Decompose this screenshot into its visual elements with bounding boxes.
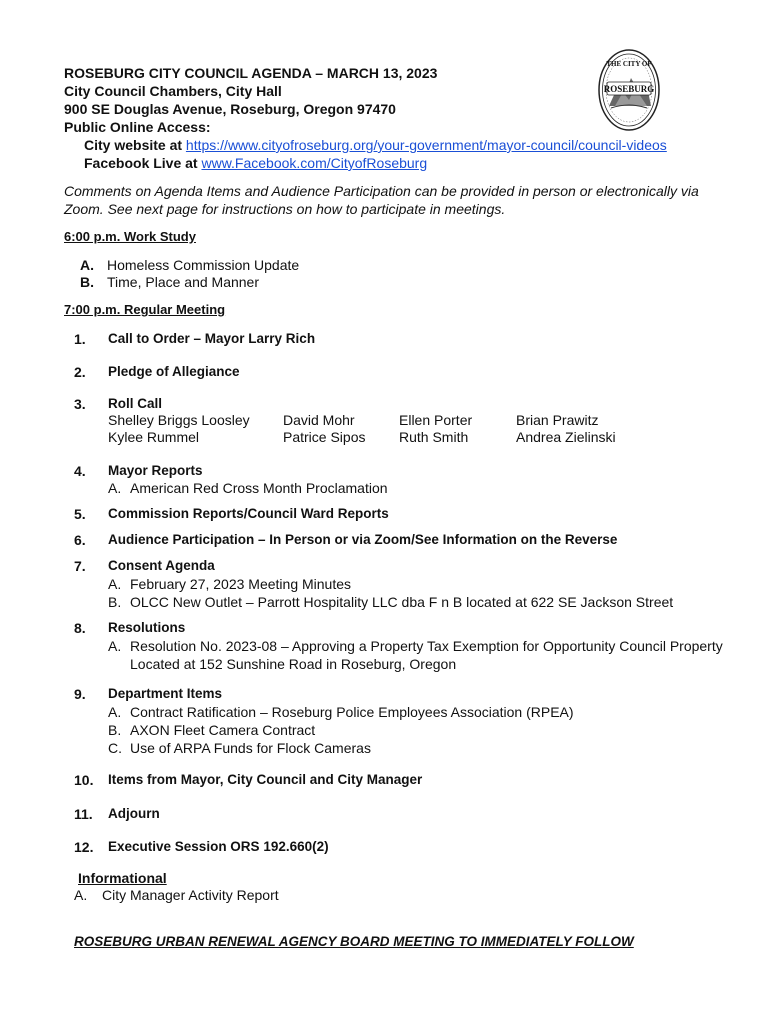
item-title: Items from Mayor, City Council and City Manager (108, 772, 423, 787)
item-title: Executive Session ORS 192.660(2) (108, 839, 329, 854)
item-number: 3. (74, 396, 86, 412)
work-study-heading: 6:00 p.m. Work Study (64, 229, 196, 244)
item-title: Department Items (108, 686, 223, 701)
item-title: Adjourn (108, 806, 160, 821)
item-number: 5. (74, 506, 86, 522)
seal-top-text: THE CITY OF (606, 60, 652, 68)
list-item (108, 739, 574, 757)
item-title: Audience Participation – In Person or via Zoom/See Information on the Reverse (108, 532, 618, 547)
address-line: 900 SE Douglas Avenue, Roseburg, Oregon 97470 (64, 101, 396, 117)
item-number: 1. (74, 331, 86, 347)
item-letter: A. (108, 704, 122, 720)
council-member: Ruth Smith (399, 429, 469, 445)
roll-call-column (516, 412, 616, 446)
consent-agenda-list (108, 575, 673, 611)
seal-name-text: ROSEBURG (603, 84, 655, 94)
council-member: Ellen Porter (399, 412, 473, 428)
item-text: American Red Cross Month Proclamation (130, 480, 388, 496)
urban-renewal-footer: ROSEBURG URBAN RENEWAL AGENCY BOARD MEETING TO IMMEDIATELY FOLLOW (74, 934, 634, 949)
item-letter: A. (108, 638, 122, 654)
website-label: City website at (84, 137, 186, 153)
item-text: Homeless Commission Update (107, 257, 300, 273)
item-number: 9. (74, 686, 86, 702)
item-title: Mayor Reports (108, 463, 203, 478)
item-letter: B. (108, 722, 122, 738)
department-items-list (108, 703, 574, 757)
list-item (108, 575, 673, 593)
agenda-title: ROSEBURG CITY COUNCIL AGENDA – MARCH 13, 2023 (64, 65, 438, 81)
item-text: Contract Ratification – Roseburg Police Employees Association (RPEA) (130, 704, 574, 720)
item-title: Resolutions (108, 620, 186, 635)
roll-call-column (108, 412, 250, 446)
council-member: Patrice Sipos (283, 429, 366, 445)
council-member: Andrea Zielinski (516, 429, 616, 445)
item-text: February 27, 2023 Meeting Minutes (130, 576, 352, 592)
item-letter: B. (80, 274, 94, 290)
facebook-line (64, 154, 667, 172)
item-letter: C. (108, 740, 122, 756)
item-number: 6. (74, 532, 86, 548)
participation-note: Comments on Agenda Items and Audience Participation can be provided in person or electronically via Zoom. See next page for instructions on how to participate in meetings. (64, 183, 699, 217)
item-title: Roll Call (108, 396, 163, 411)
item-number: 2. (74, 364, 86, 380)
item-number: 4. (74, 463, 86, 479)
website-line (64, 136, 667, 154)
item-letter: A. (108, 576, 122, 592)
informational-section (74, 870, 279, 904)
item-text: Time, Place and Manner (107, 274, 259, 290)
facebook-link[interactable]: www.Facebook.com/CityofRoseburg (201, 155, 428, 171)
council-member: Shelley Briggs Loosley (108, 412, 250, 428)
item-title: Pledge of Allegiance (108, 364, 240, 379)
agenda-header (64, 64, 667, 172)
mayor-reports-list (108, 479, 388, 497)
item-number: 8. (74, 620, 86, 636)
regular-meeting-heading: 7:00 p.m. Regular Meeting (64, 302, 226, 317)
item-number: 10. (74, 772, 94, 788)
item-number: 12. (74, 839, 94, 855)
item-title: Consent Agenda (108, 558, 215, 573)
item-text: OLCC New Outlet – Parrott Hospitality LLC dba F n B located at 622 SE Jackson Street (130, 594, 674, 610)
list-item (108, 479, 388, 497)
item-letter: A. (74, 887, 88, 903)
list-item (108, 703, 574, 721)
item-title: Commission Reports/Council Ward Reports (108, 506, 389, 521)
list-item (80, 257, 299, 274)
list-item (74, 887, 279, 904)
council-member: Brian Prawitz (516, 412, 599, 428)
council-member: David Mohr (283, 412, 355, 428)
council-member: Kylee Rummel (108, 429, 200, 445)
item-text: Resolution No. 2023-08 – Approving a Property Tax Exemption for Opportunity Council Property (130, 638, 723, 654)
work-study-list (80, 257, 299, 291)
resolutions-list (108, 637, 723, 673)
item-letter: A. (80, 257, 94, 273)
public-access-label: Public Online Access: (64, 119, 211, 135)
roll-call-column (283, 412, 365, 446)
item-text-continued: Located at 152 Sunshine Road in Roseburg, Oregon (130, 656, 457, 672)
item-text: City Manager Activity Report (102, 887, 279, 903)
list-item (108, 721, 574, 739)
item-letter: A. (108, 480, 122, 496)
item-number: 7. (74, 558, 86, 574)
facebook-label: Facebook Live at (84, 155, 202, 171)
item-text: AXON Fleet Camera Contract (130, 722, 316, 738)
website-link[interactable]: https://www.cityofroseburg.org/your-government/mayor-council/council-videos (185, 137, 667, 153)
list-item (108, 637, 723, 655)
item-number: 11. (74, 806, 93, 822)
roll-call-column (399, 412, 472, 446)
item-letter: B. (108, 594, 122, 610)
city-seal-logo (597, 48, 661, 132)
chambers-line: City Council Chambers, City Hall (64, 83, 282, 99)
item-text: Use of ARPA Funds for Flock Cameras (130, 740, 371, 756)
item-title: Call to Order – Mayor Larry Rich (108, 331, 316, 346)
list-item (80, 274, 299, 291)
list-item (108, 593, 673, 611)
informational-heading: Informational (78, 870, 167, 886)
